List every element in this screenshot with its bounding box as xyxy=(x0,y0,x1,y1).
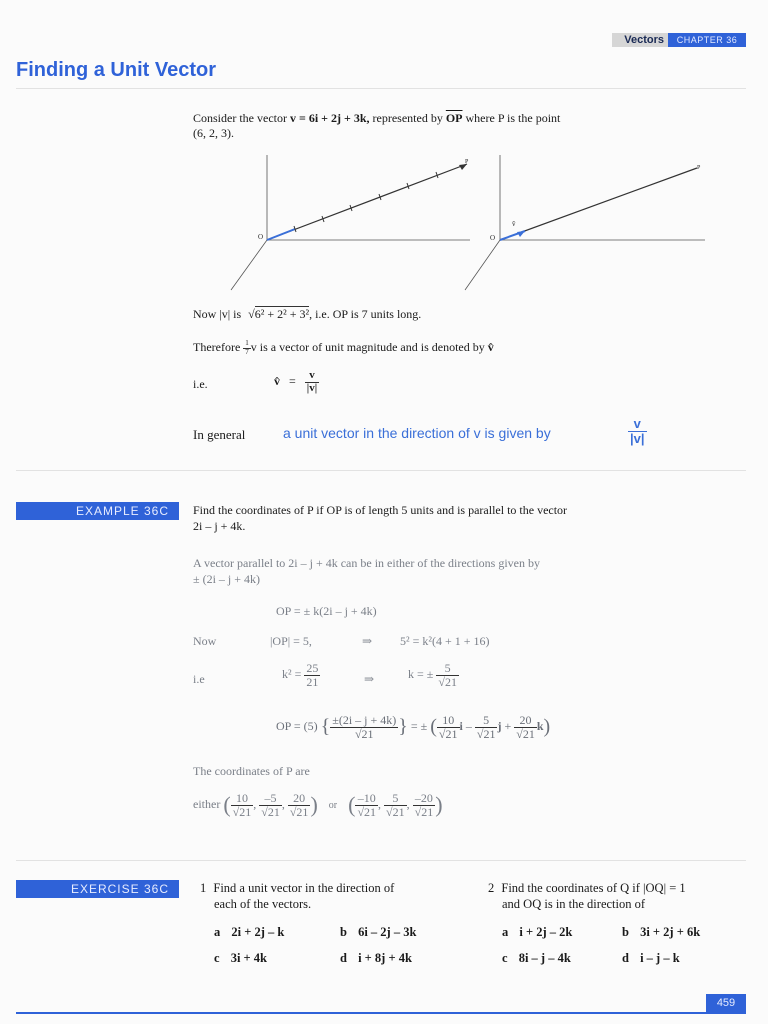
ie-label: i.e. xyxy=(193,377,208,391)
exercise-q2-part-a: a i + 2j – 2k xyxy=(502,925,573,939)
section-rule xyxy=(16,470,746,471)
arrow-2: ⇒ xyxy=(364,672,375,686)
ie-equation: v̂ = $\frac{v}{|v|}$ xyxy=(274,369,318,394)
right-origin-label: O xyxy=(490,234,496,242)
exercise-q2-part-c: c 8i – j – 4k xyxy=(502,951,571,965)
therefore-line: Therefore $\frac{1}{7}$ v is a vector of unit magnitude and is denoted by v̂ xyxy=(193,339,494,356)
op-equation: OP = ± k(2i – j + 4k) xyxy=(276,604,377,618)
k-squared-equation: k² = $\frac{25}{21}$ xyxy=(282,661,319,689)
now-arrow: ⇒ xyxy=(362,634,373,648)
op-final-equation: OP = (5) { $\frac{\pm(2i - j + 4k)}{√21}$ } = ± ( $\frac{10}{√21}$ i – $\frac{5}{√21}$ j + $\frac{20}{√21}$ k) xyxy=(276,713,551,741)
general-highlight: a unit vector in the direction of v is given by xyxy=(283,425,551,441)
left-origin-label: O xyxy=(258,233,264,241)
example-answer-line-1: A vector parallel to 2i – j + 4k can be in either of the directions given by xyxy=(193,556,540,570)
left-end-label: P xyxy=(465,159,469,165)
general-fraction: $\frac{v}{|v|}$ xyxy=(630,416,645,446)
exercise-q1-part-a: a 2i + 2j – k xyxy=(214,925,285,939)
header-section-label: Vectors xyxy=(612,33,668,47)
page-title: Finding a Unit Vector xyxy=(16,59,217,81)
footer-rule xyxy=(16,1012,746,1014)
exercise-q1: 1 Find a unit vector in the direction of xyxy=(200,881,395,895)
k-equation: k = ± $\frac{5}{√21}$ xyxy=(408,661,457,689)
left-axes xyxy=(231,155,470,290)
exercise-q2-line-2: and OQ is in the direction of xyxy=(502,897,646,911)
exercise-q1-part-c: c 3i + 4k xyxy=(214,951,267,965)
general-label: In general xyxy=(193,427,246,442)
exercise-rule xyxy=(16,860,746,861)
exercise-q2-part-d: d i – j – k xyxy=(622,951,680,965)
exercise-q1-line-2: each of the vectors. xyxy=(214,897,312,911)
vector-diagram xyxy=(225,150,715,295)
now-line: Now |v| is √6² + 2² + 3², i.e. OP is 7 units long. xyxy=(193,307,422,321)
title-rule xyxy=(16,88,746,89)
coordinates-either: either ( $\frac{10}{√21}$ , $\frac{-5}{√21}$ , $\frac{20}{√21}$ ) or ( $\frac{-10}{√21}$ , $\frac{5}{√21}$ , $\frac{-20}{√21}$ ) xyxy=(193,791,443,819)
intro-line-1: Consider the vector v = 6i + 2j + 3k, represented by $\overline{OP}$ where P is the point xyxy=(193,111,561,125)
ie-label-2: i.e xyxy=(193,672,205,686)
right-axes xyxy=(465,155,705,290)
example-question-line-1: Find the coordinates of P if OP is of length 5 units and is parallel to the vector xyxy=(193,503,568,517)
exercise-q1-part-b: b 6i – 2j – 3k xyxy=(340,925,417,939)
right-end-label: P xyxy=(697,165,701,171)
now-label-2: Now xyxy=(193,634,217,648)
exercise-q1-part-d: d i + 8j + 4k xyxy=(340,951,412,965)
exercise-q2: 2 Find the coordinates of Q if |OQ| = 1 xyxy=(488,881,686,895)
now-equation-1: |OP| = 5, xyxy=(270,634,312,648)
example-tag: EXAMPLE 36C xyxy=(16,502,179,520)
coordinates-intro: The coordinates of P are xyxy=(193,764,310,778)
right-vector xyxy=(500,168,697,240)
header-chapter-label: CHAPTER 36 xyxy=(668,33,746,47)
intro-line-2: (6, 2, 3). xyxy=(193,126,234,140)
example-answer-line-2: ± (2i – j + 4k) xyxy=(193,572,261,586)
page-number: 459 xyxy=(706,994,746,1012)
now-equation-2: 5² = k²(4 + 1 + 16) xyxy=(400,634,490,648)
exercise-tag: EXERCISE 36C xyxy=(16,880,179,898)
example-question-line-2: 2i – j + 4k. xyxy=(193,519,246,533)
exercise-q2-part-b: b 3i + 2j + 6k xyxy=(622,925,701,939)
right-unit-label: v̂ xyxy=(512,220,516,228)
